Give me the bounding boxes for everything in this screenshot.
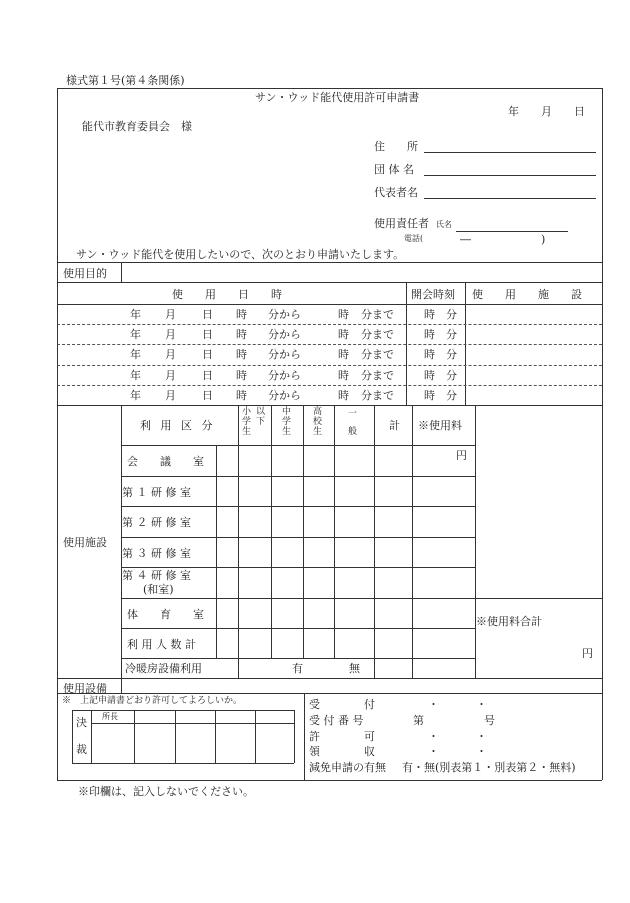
aircon-yes[interactable]: 有 [292, 662, 303, 675]
received-dot-2: ・ [476, 698, 487, 711]
form-number: 様式第１号(第４条関係) [66, 74, 185, 87]
usage-col-fee: ※使用料 [418, 419, 462, 432]
collected-dot-2: ・ [476, 745, 487, 758]
fee-total-yen: 円 [582, 647, 593, 660]
fee-yen: 円 [456, 449, 467, 462]
reduction-label: 減免申請の有無 [309, 761, 386, 774]
schedule-h: 時 [236, 328, 247, 342]
room-training-2: 第 ２ 研 修 室 [122, 516, 191, 529]
schedule-open-time: 時 分 [424, 348, 457, 362]
manager-name-label: 氏名 [436, 220, 452, 229]
collected-dot-1: ・ [428, 745, 439, 758]
schedule-h: 時 [236, 388, 247, 402]
schedule-h2: 時 [338, 348, 349, 362]
schedule-y: 年 [130, 348, 141, 362]
schedule-row-divider [57, 324, 602, 325]
equipment-field[interactable] [122, 679, 601, 692]
room-training-3: 第 ３ 研 修 室 [122, 547, 191, 560]
decision-char-1: 決 [76, 716, 87, 729]
aircon-label: 冷暖房設備利用 [125, 662, 202, 675]
date-year: 年 [508, 105, 519, 118]
schedule-open-time: 時 分 [424, 368, 457, 382]
phone-label: 電話( [404, 234, 424, 243]
schedule-h2: 時 [338, 368, 349, 382]
collected-label: 領 収 [309, 745, 375, 758]
date-day: 日 [574, 105, 585, 118]
address-label: 住 所 [374, 140, 418, 153]
room-conference: 会 議 室 [127, 455, 204, 468]
schedule-open-time: 時 分 [424, 388, 457, 402]
schedule-from: 分から [268, 308, 301, 321]
manager-name-field[interactable] [456, 231, 568, 232]
equipment-label: 使用設備 [63, 682, 107, 695]
schedule-from: 分から [268, 348, 301, 362]
aircon-no[interactable]: 無 [349, 662, 360, 675]
schedule-open-time: 時 分 [424, 308, 457, 321]
received-label: 受 付 [309, 698, 375, 711]
purpose-field[interactable] [122, 263, 601, 281]
schedule-m: 月 [165, 348, 176, 362]
representative-label: 代表者名 [374, 186, 418, 199]
receipt-number-label: 受 付 番 号 [309, 714, 364, 727]
schedule-d: 日 [202, 368, 213, 382]
schedule-from: 分から [268, 328, 301, 342]
schedule-row-divider [57, 365, 602, 366]
receipt-dai: 第 [413, 714, 424, 727]
schedule-h2: 時 [338, 328, 349, 342]
schedule-d: 日 [202, 348, 213, 362]
schedule-h: 時 [236, 308, 247, 321]
schedule-h2: 時 [338, 388, 349, 402]
addressee: 能代市教育委員会 様 [82, 120, 192, 133]
permit-label: 許 可 [309, 730, 375, 743]
schedule-until: 分まで [361, 328, 394, 342]
statement: サン・ウッド能代を使用したいので、次のとおり申請いたします。 [76, 248, 405, 261]
schedule-m: 月 [165, 388, 176, 402]
address-field[interactable] [424, 152, 596, 153]
schedule-header-open: 開会時刻 [411, 288, 455, 301]
room-gym: 体 育 室 [127, 608, 204, 621]
decision-char-2: 裁 [76, 743, 87, 756]
reduction-value: 有・無(別表第１・別表第２・無料) [402, 761, 576, 774]
schedule-d: 日 [202, 328, 213, 342]
usage-col-category: 利 用 区 分 [140, 419, 216, 432]
schedule-d: 日 [202, 388, 213, 402]
permit-dot-2: ・ [476, 730, 487, 743]
schedule-until: 分まで [361, 388, 394, 402]
fee-total-label: ※使用料合計 [476, 615, 542, 628]
schedule-y: 年 [130, 368, 141, 382]
room-total-users: 利 用 人 数 計 [127, 638, 196, 651]
receipt-go: 号 [484, 714, 495, 727]
schedule-m: 月 [165, 308, 176, 321]
permit-dot-1: ・ [428, 730, 439, 743]
schedule-m: 月 [165, 328, 176, 342]
chief-label: 所長 [102, 712, 118, 721]
room-training-4-note: (和室) [143, 583, 174, 596]
schedule-h: 時 [236, 348, 247, 362]
schedule-header-datetime: 使 用 日 時 [172, 288, 282, 301]
representative-field[interactable] [424, 198, 596, 199]
phone-close: ) [541, 233, 546, 246]
usage-section-label: 使用施設 [63, 536, 107, 549]
group-label: 団 体 名 [374, 163, 414, 176]
schedule-open-time: 時 分 [424, 328, 457, 342]
schedule-y: 年 [130, 328, 141, 342]
purpose-label: 使用目的 [63, 267, 107, 280]
schedule-from: 分から [268, 388, 301, 402]
footer-note: ※印欄は、記入しないでください。 [78, 785, 254, 798]
schedule-until: 分まで [361, 348, 394, 362]
group-field[interactable] [424, 175, 596, 176]
date-month: 月 [541, 105, 552, 118]
manager-label: 使用責任者 [374, 217, 429, 230]
form-title: サン・ウッド能代使用許可申請書 [255, 91, 420, 104]
room-training-4: 第 ４ 研 修 室 [122, 569, 191, 582]
schedule-until: 分まで [361, 368, 394, 382]
schedule-y: 年 [130, 308, 141, 321]
room-training-1: 第 １ 研 修 室 [122, 486, 191, 499]
schedule-row-divider [57, 344, 602, 345]
schedule-from: 分から [268, 368, 301, 382]
usage-col-total: 計 [389, 419, 400, 432]
phone-dash: ― [460, 233, 471, 246]
approval-note: ※ 上記申請書どおり許可してよろしいか。 [62, 696, 243, 706]
received-dot-1: ・ [428, 698, 439, 711]
schedule-m: 月 [165, 368, 176, 382]
schedule-row-divider [57, 385, 602, 386]
schedule-until: 分まで [361, 308, 394, 321]
schedule-h: 時 [236, 368, 247, 382]
schedule-y: 年 [130, 388, 141, 402]
schedule-h2: 時 [338, 308, 349, 321]
schedule-d: 日 [202, 308, 213, 321]
schedule-header-facility: 使 用 施 設 [472, 288, 582, 301]
